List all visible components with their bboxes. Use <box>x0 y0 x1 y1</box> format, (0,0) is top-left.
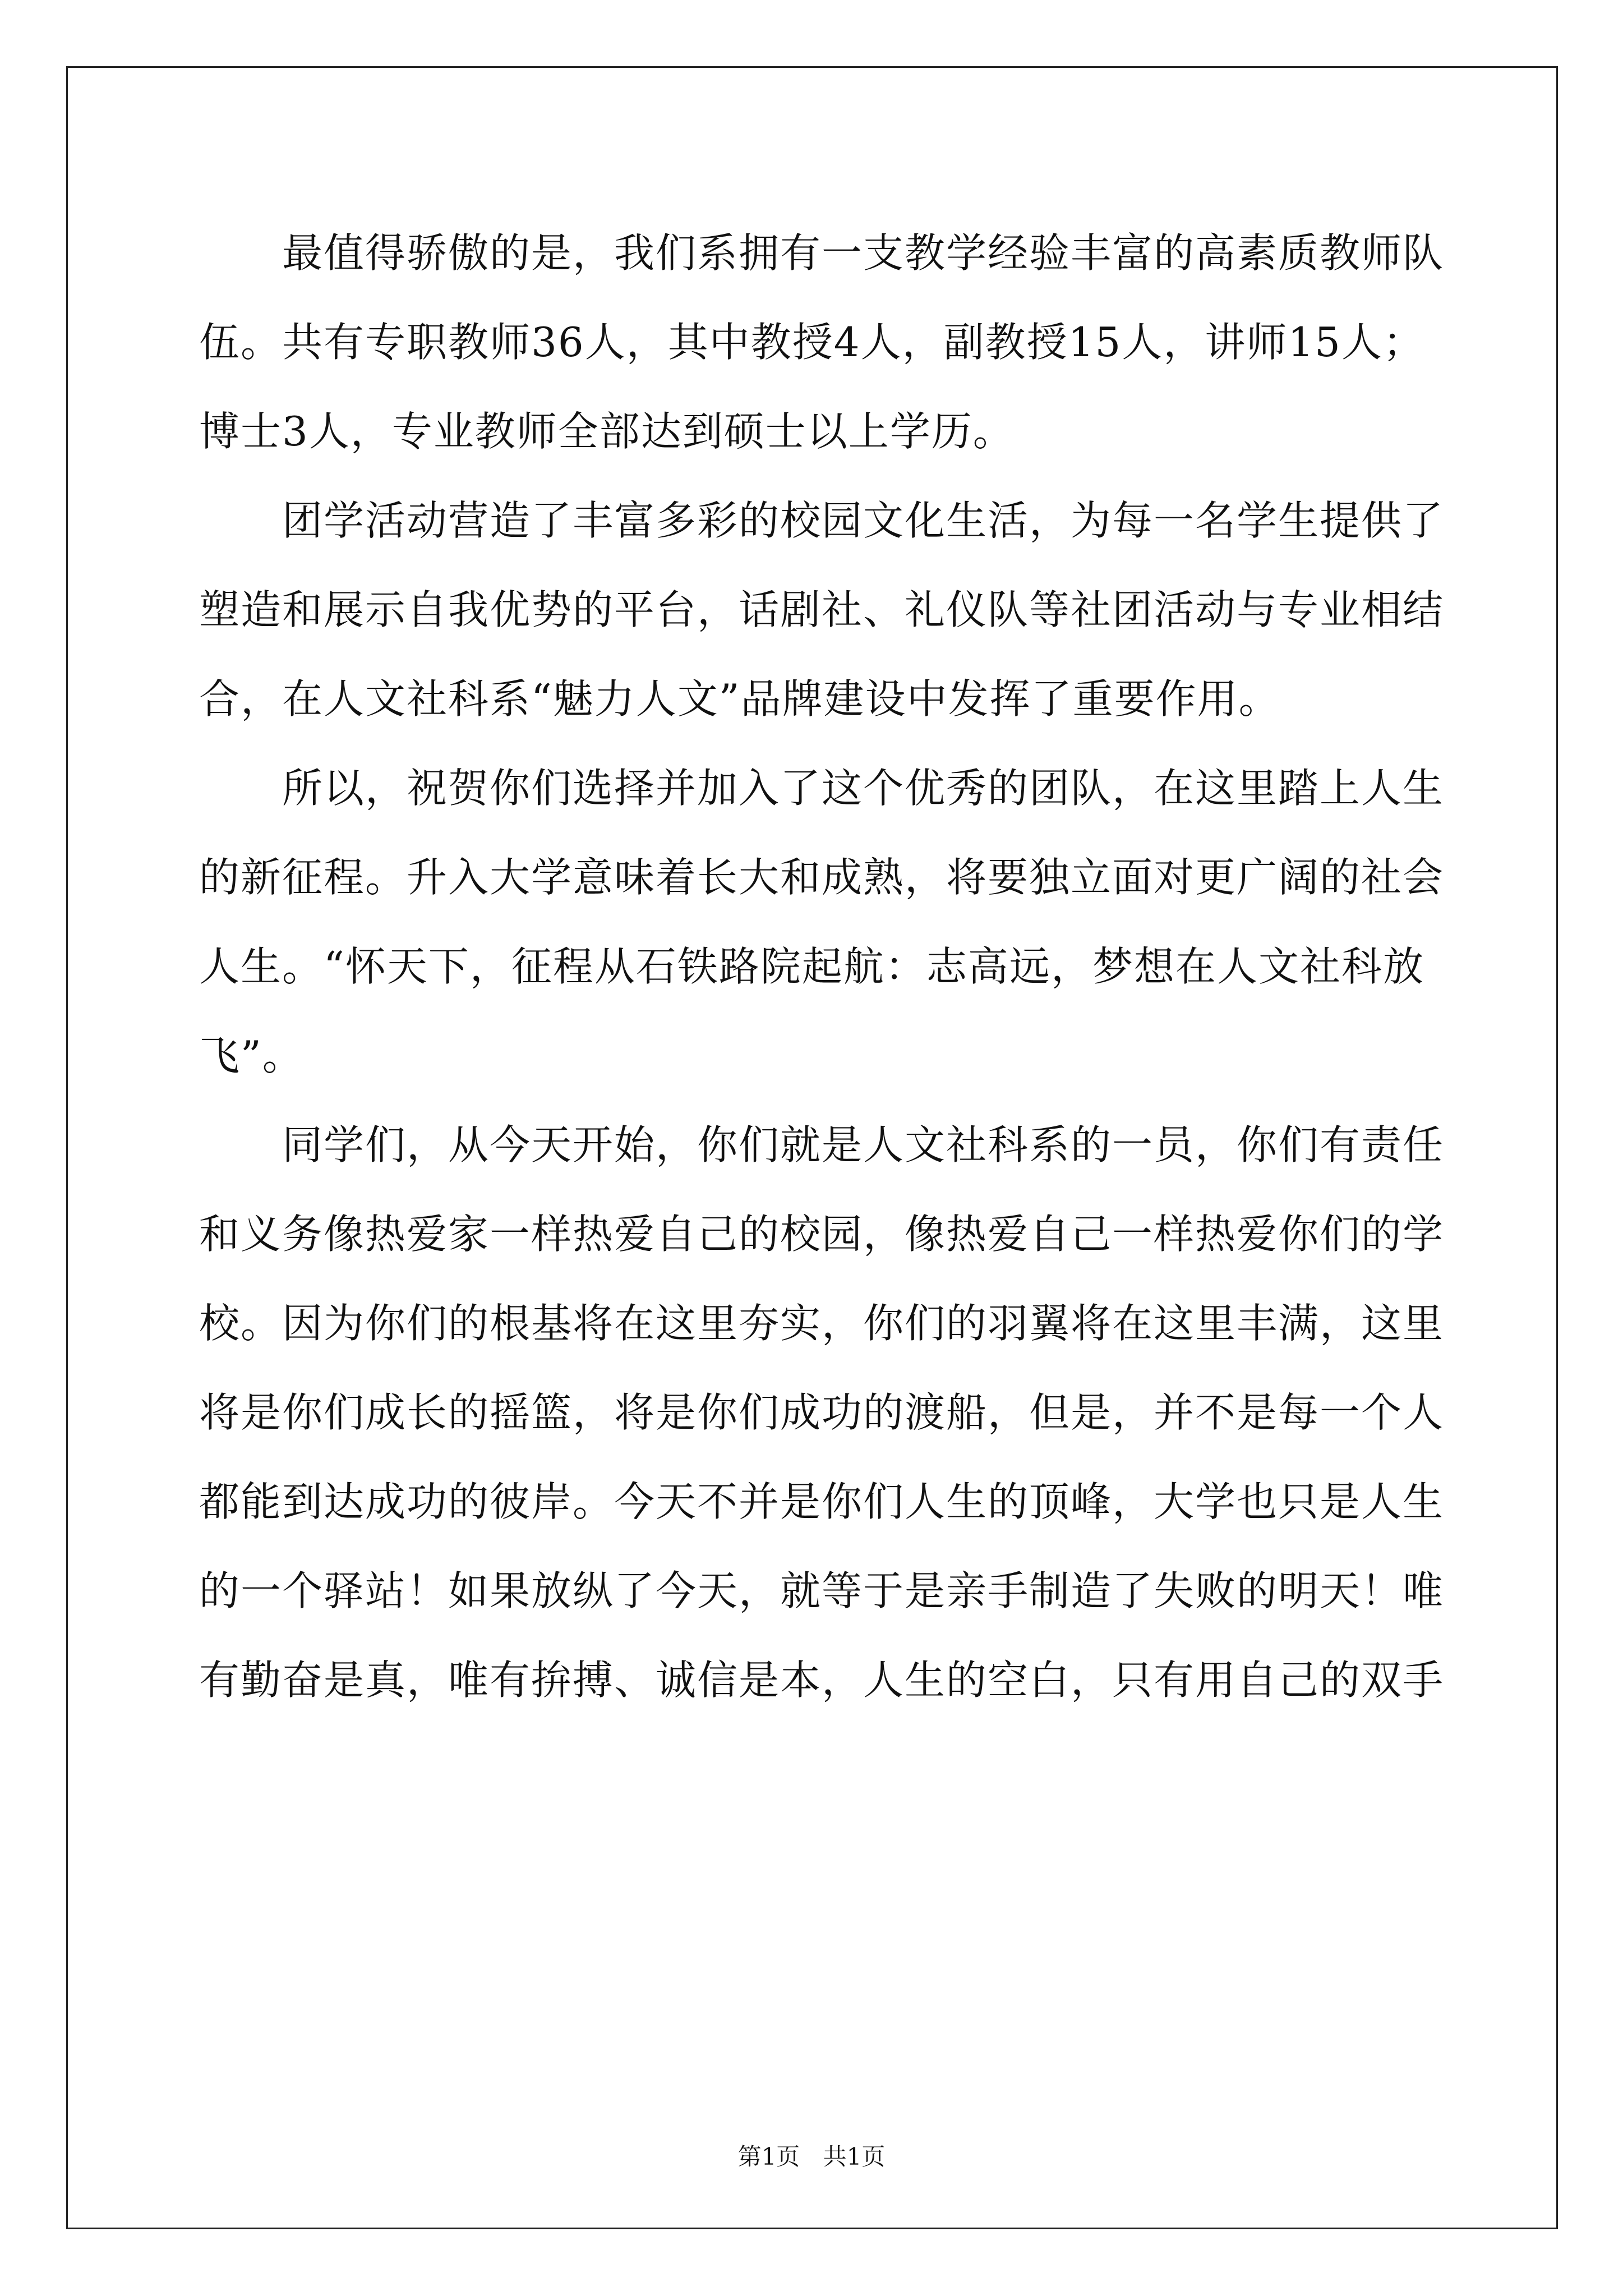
paragraph-3-line-2: 的新征程。升入大学意味着长大和成熟，将要独立面对更广阔的社会 <box>199 854 1445 901</box>
paragraph-4-line-3: 校。因为你们的根基将在这里夯实，你们的羽翼将在这里丰满，这里 <box>199 1300 1445 1347</box>
paragraph-1-line-1: 最值得骄傲的是，我们系拥有一支教学经验丰富的高素质教师队 <box>282 229 1445 277</box>
paragraph-4-line-4: 将是你们成长的摇篮，将是你们成功的渡船，但是，并不是每一个人 <box>199 1389 1445 1436</box>
paragraph-3-line-1: 所以，祝贺你们选择并加入了这个优秀的团队，在这里踏上人生 <box>282 765 1445 812</box>
paragraph-1-line-3: 博士3人，专业教师全部达到硕士以上学历。 <box>199 408 1015 455</box>
paragraph-4-line-5: 都能到达成功的彼岸。今天不并是你们人生的顶峰，大学也只是人生 <box>199 1478 1445 1525</box>
paragraph-2-line-1: 团学活动营造了丰富多彩的校园文化生活，为每一名学生提供了 <box>282 497 1445 544</box>
paragraph-4-line-7: 有勤奋是真，唯有拚搏、诚信是本，人生的空白，只有用自己的双手 <box>199 1657 1445 1704</box>
page-number-current: 第1页 <box>737 2143 800 2170</box>
paragraph-2-line-2: 塑造和展示自我优势的平台，话剧社、礼仪队等社团活动与专业相结 <box>199 586 1445 633</box>
paragraph-3-line-3: 人生。“怀天下，征程从石铁路院起航：志高远，梦想在人文社科放 <box>199 943 1424 990</box>
paragraph-4-line-1: 同学们，从今天开始，你们就是人文社科系的一员，你们有责任 <box>282 1121 1445 1168</box>
paragraph-1-line-2: 伍。共有专职教师36人，其中教授4人，副教授15人，讲师15人； <box>199 319 1424 366</box>
paragraph-4-line-2: 和义务像热爱家一样热爱自己的校园，像热爱自己一样热爱你们的学 <box>199 1211 1445 1258</box>
document-body <box>199 209 1445 1725</box>
paragraph-3-line-4: 飞”。 <box>199 1032 304 1079</box>
paragraph-4-line-6: 的一个驿站！如果放纵了今天，就等于是亲手制造了失败的明天！唯 <box>199 1567 1445 1614</box>
page-number-total: 共1页 <box>823 2143 886 2170</box>
paragraph-2-line-3: 合，在人文社科系“魅力人文”品牌建设中发挥了重要作用。 <box>199 675 1280 723</box>
page-footer <box>0 2140 1623 2174</box>
